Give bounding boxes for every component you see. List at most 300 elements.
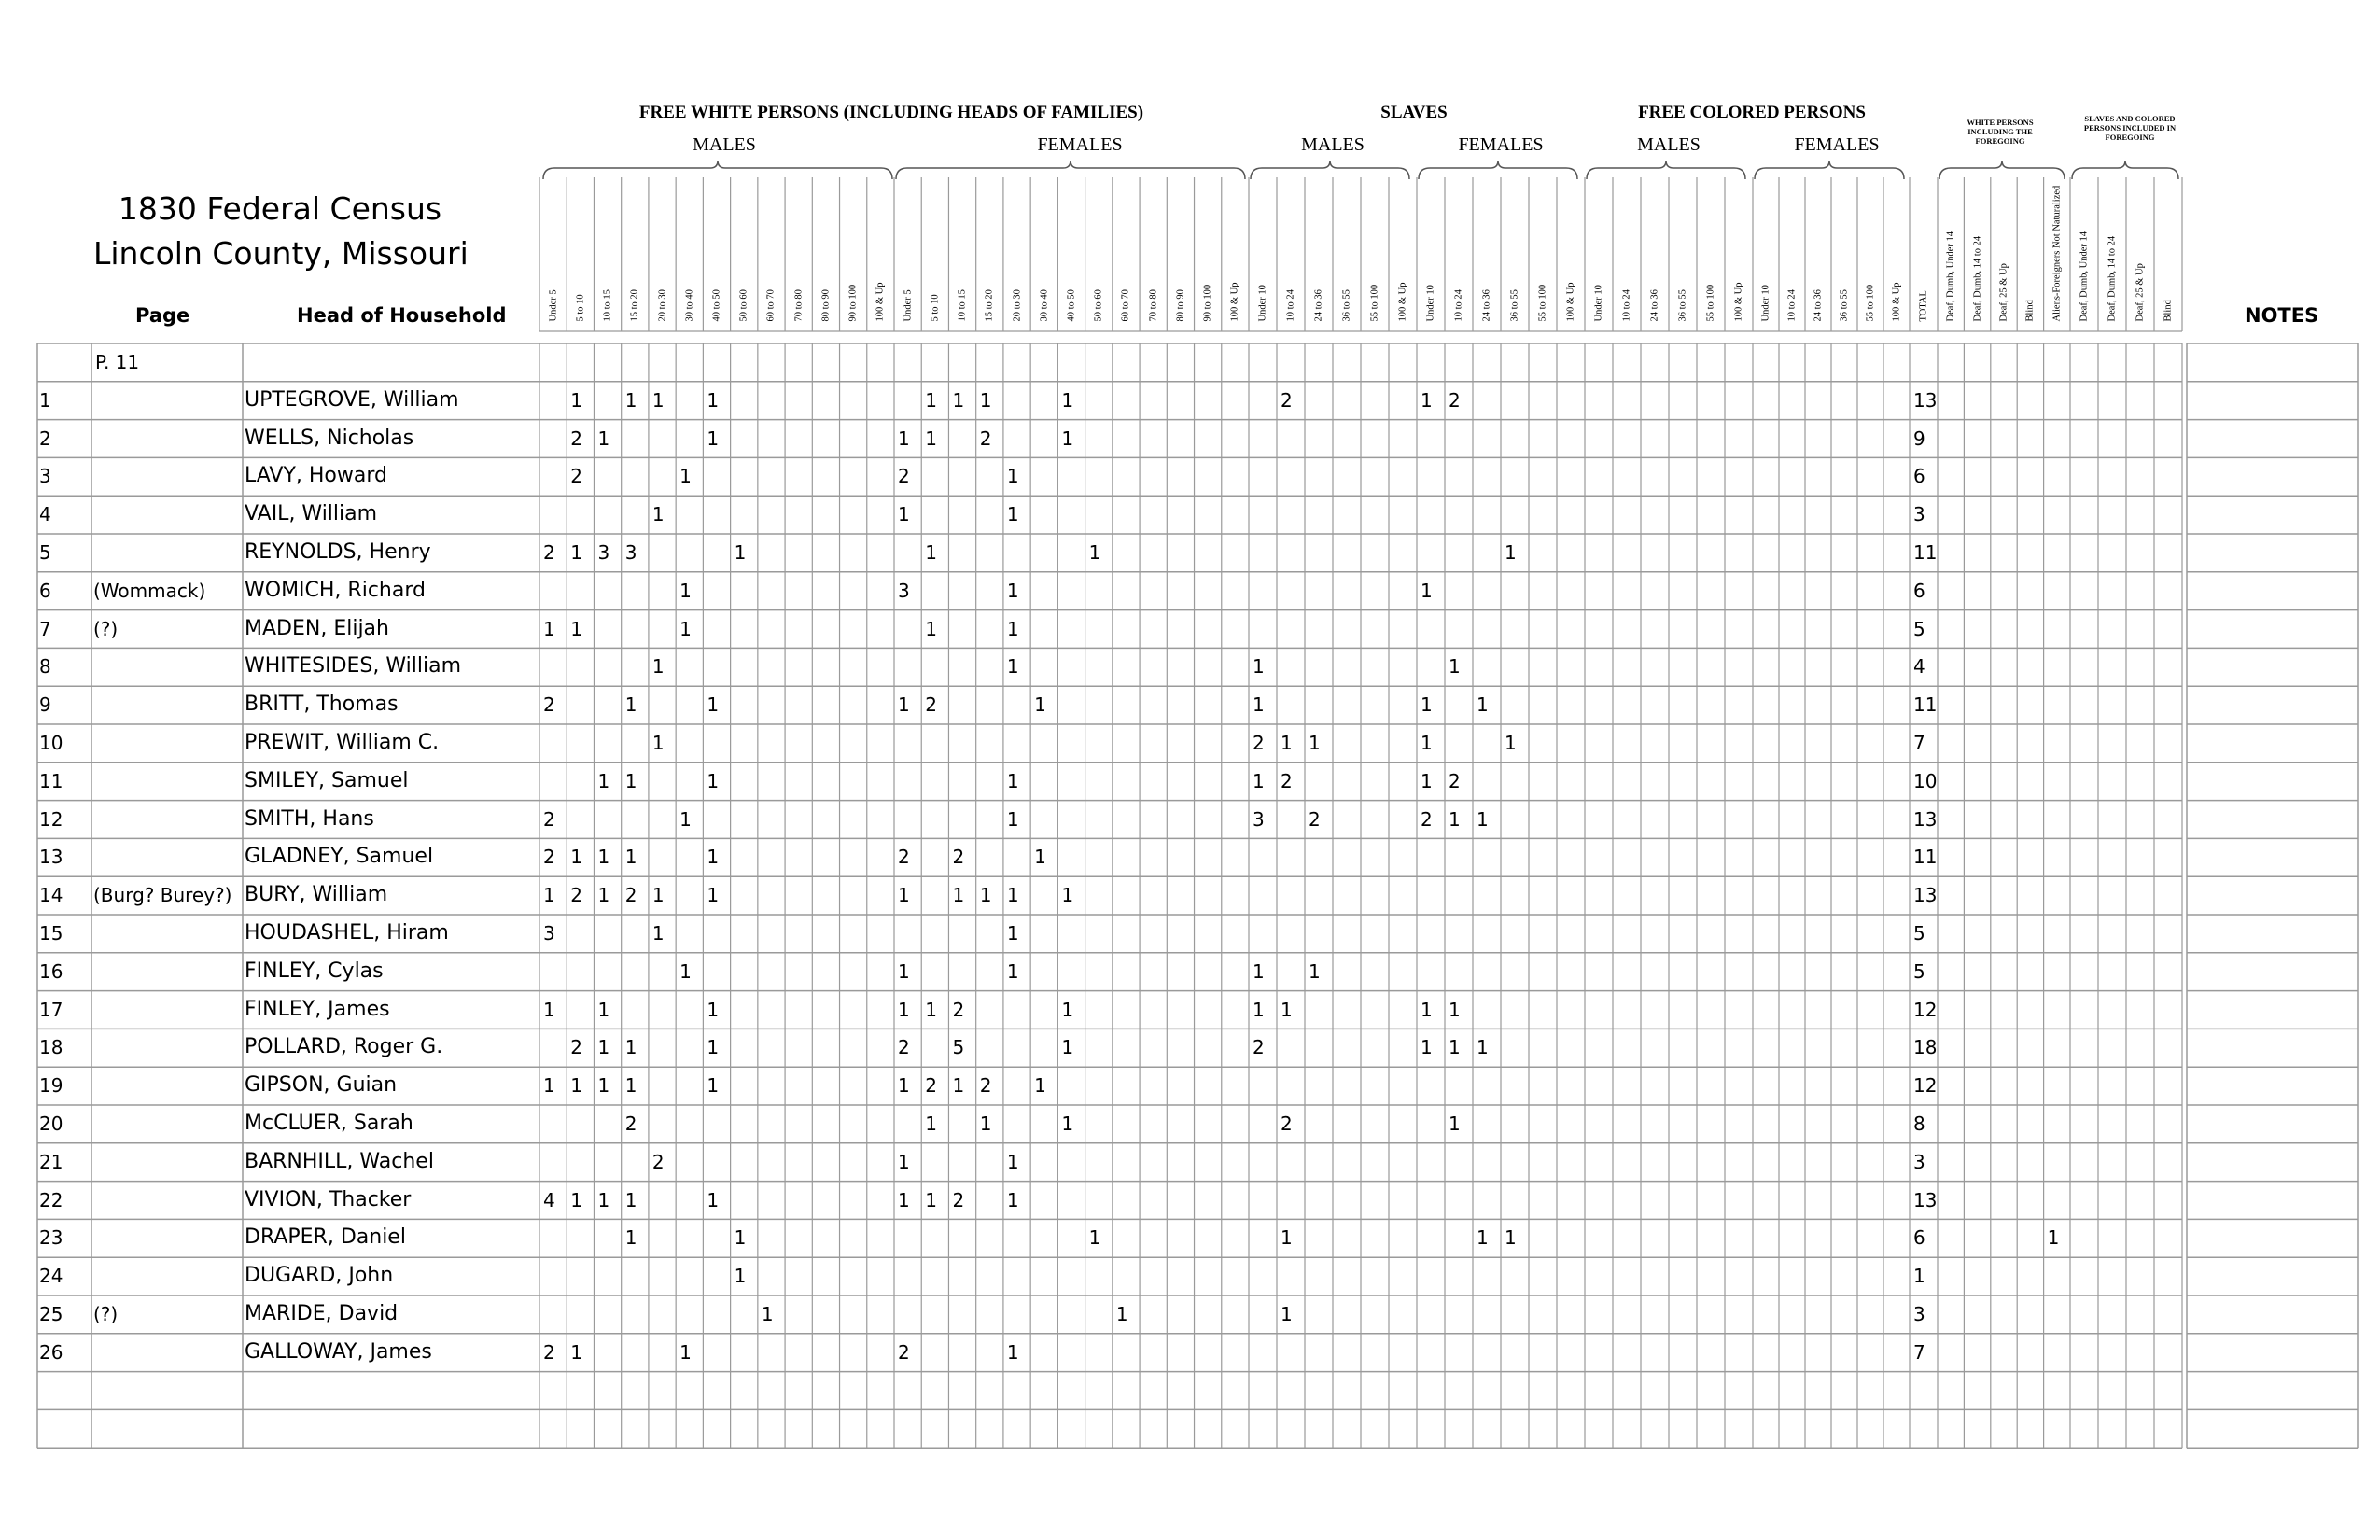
tally-value: 1 bbox=[952, 1074, 965, 1098]
tally-value: 1 bbox=[925, 427, 937, 450]
tally-value: 2 bbox=[1281, 1113, 1293, 1135]
tally-value: 1 bbox=[597, 846, 610, 869]
row-total: 6 bbox=[1913, 465, 1925, 488]
row-total: 5 bbox=[1913, 617, 1925, 640]
tally-value: 1 bbox=[1253, 655, 1265, 679]
row-total: 7 bbox=[1913, 732, 1925, 754]
tally-value: 2 bbox=[651, 1150, 665, 1173]
tally-value: 1 bbox=[651, 503, 665, 526]
head-of-household-name: VIVION, Thacker bbox=[245, 1187, 412, 1211]
column-header-label: 80 to 90 bbox=[1175, 289, 1186, 322]
column-header-label: 55 to 100 bbox=[1705, 284, 1716, 322]
row-number: 6 bbox=[39, 579, 51, 602]
page-reference: P. 11 bbox=[95, 351, 140, 373]
tally-value: 1 bbox=[624, 846, 637, 869]
row-number: 26 bbox=[39, 1340, 63, 1364]
head-of-household-name: BURY, William bbox=[245, 883, 388, 907]
tally-value: 1 bbox=[1006, 1150, 1019, 1173]
tally-value: 1 bbox=[1421, 732, 1433, 754]
tally-value: 2 bbox=[952, 846, 965, 869]
tally-value: 1 bbox=[1421, 998, 1433, 1021]
column-header-label: 30 to 40 bbox=[684, 289, 695, 322]
column-header-label: 36 to 55 bbox=[1509, 289, 1520, 322]
tally-value: 1 bbox=[1088, 1226, 1101, 1250]
tally-value: 1 bbox=[1505, 1226, 1517, 1250]
tally-value: 1 bbox=[1006, 807, 1019, 831]
row-total: 6 bbox=[1913, 579, 1925, 602]
tally-value: 1 bbox=[651, 655, 665, 679]
column-header-label: 10 to 15 bbox=[957, 289, 968, 322]
row-number: 13 bbox=[39, 846, 63, 869]
head-of-household-name: SMITH, Hans bbox=[245, 806, 374, 831]
tally-value: 1 bbox=[624, 1036, 637, 1059]
row-total: 12 bbox=[1913, 998, 1938, 1021]
column-header-label: 30 to 40 bbox=[1039, 289, 1050, 322]
row-number: 19 bbox=[39, 1074, 63, 1098]
row-number: 12 bbox=[39, 807, 63, 831]
column-header-label: 90 to 100 bbox=[847, 284, 859, 322]
tally-value: 1 bbox=[651, 884, 665, 907]
tally-value: 1 bbox=[651, 732, 665, 754]
head-of-household-name: SMILEY, Samuel bbox=[245, 768, 409, 792]
tally-value: 1 bbox=[979, 884, 992, 907]
tally-value: 2 bbox=[543, 1340, 555, 1364]
head-of-household-name: GIPSON, Guian bbox=[245, 1073, 398, 1098]
column-header-label: 60 to 70 bbox=[765, 289, 777, 322]
row-total: 9 bbox=[1913, 427, 1925, 450]
tally-value: 1 bbox=[707, 1036, 720, 1059]
tally-value: 1 bbox=[624, 1226, 637, 1250]
tally-value: 1 bbox=[1449, 998, 1461, 1021]
column-header-label: 70 to 80 bbox=[1148, 289, 1159, 322]
tally-value: 2 bbox=[1253, 1036, 1265, 1059]
tally-value: 1 bbox=[624, 388, 637, 412]
head-of-household-label: Head of Household bbox=[297, 304, 507, 327]
tally-value: 1 bbox=[543, 998, 555, 1021]
tally-value: 1 bbox=[898, 503, 910, 526]
head-of-household-name: McCLUER, Sarah bbox=[245, 1112, 413, 1135]
tally-value: 2 bbox=[1281, 388, 1293, 412]
column-header-label: 55 to 100 bbox=[1537, 284, 1548, 322]
tally-value: 1 bbox=[1449, 655, 1461, 679]
tally-value: 1 bbox=[1281, 1226, 1293, 1250]
tally-value: 1 bbox=[624, 769, 637, 792]
column-header-label: 20 to 30 bbox=[1012, 289, 1023, 322]
column-header-label: 24 to 36 bbox=[1649, 289, 1660, 322]
row-total: 13 bbox=[1913, 884, 1938, 907]
tally-value: 1 bbox=[1006, 1340, 1019, 1364]
free-colored-males-brace bbox=[1587, 161, 1745, 179]
tally-value: 1 bbox=[624, 693, 637, 717]
tally-value: 1 bbox=[1061, 884, 1074, 907]
row-number: 24 bbox=[39, 1265, 63, 1288]
tally-value: 1 bbox=[570, 1188, 582, 1211]
tally-value: 1 bbox=[597, 1074, 610, 1098]
tally-value: 2 bbox=[898, 1036, 910, 1059]
tally-value: 1 bbox=[707, 693, 720, 717]
tally-value: 4 bbox=[543, 1188, 555, 1211]
tally-value: 1 bbox=[1309, 959, 1321, 983]
column-header-label: Deaf, 25 & Up bbox=[2135, 263, 2146, 322]
column-header-label: 40 to 50 bbox=[711, 289, 722, 322]
column-header-label: Under 10 bbox=[1425, 285, 1436, 322]
tally-value: 1 bbox=[898, 1074, 910, 1098]
tally-value: 1 bbox=[707, 769, 720, 792]
row-number: 15 bbox=[39, 922, 63, 945]
tally-value: 1 bbox=[898, 427, 910, 450]
tally-value: 2 bbox=[570, 1036, 582, 1059]
tally-value: 2 bbox=[1449, 388, 1461, 412]
tally-value: 1 bbox=[1088, 541, 1101, 564]
column-header-label: 5 to 10 bbox=[575, 294, 586, 322]
tally-value: 1 bbox=[1421, 769, 1433, 792]
head-of-household-name: PREWIT, William C. bbox=[245, 731, 440, 754]
tally-value: 1 bbox=[898, 884, 910, 907]
tally-value: 1 bbox=[925, 388, 937, 412]
column-header-label: 20 to 30 bbox=[657, 289, 668, 322]
tally-value: 1 bbox=[1449, 1036, 1461, 1059]
row-total: 13 bbox=[1913, 807, 1938, 831]
tally-value: 1 bbox=[1281, 998, 1293, 1021]
tally-value: 1 bbox=[925, 1188, 937, 1211]
row-number: 8 bbox=[39, 655, 51, 679]
row-number: 14 bbox=[39, 884, 63, 907]
free-colored-females-heading: FEMALES bbox=[1794, 134, 1880, 155]
tally-value: 2 bbox=[898, 1340, 910, 1364]
tally-value: 1 bbox=[1477, 693, 1489, 717]
tally-value: 1 bbox=[679, 807, 692, 831]
free-white-males-heading: MALES bbox=[693, 134, 756, 155]
column-header-label: 70 to 80 bbox=[793, 289, 805, 322]
tally-value: 1 bbox=[1006, 1188, 1019, 1211]
head-of-household-name: BARNHILL, Wachel bbox=[245, 1149, 434, 1173]
tally-value: 1 bbox=[543, 617, 555, 640]
row-total: 18 bbox=[1913, 1036, 1938, 1059]
tally-value: 1 bbox=[898, 959, 910, 983]
tally-value: 2 bbox=[1309, 807, 1321, 831]
tally-value: 2 bbox=[952, 1188, 965, 1211]
slaves-females-heading: FEMALES bbox=[1458, 134, 1544, 155]
tally-value: 1 bbox=[570, 846, 582, 869]
column-header-label: Blind bbox=[2163, 300, 2174, 322]
tally-value: 1 bbox=[1449, 1113, 1461, 1135]
column-header-label: 5 to 10 bbox=[930, 294, 941, 322]
tally-value: 1 bbox=[1006, 884, 1019, 907]
tally-value: 1 bbox=[570, 617, 582, 640]
free-white-females-brace bbox=[896, 161, 1245, 179]
column-header-label: Blind bbox=[2024, 300, 2036, 322]
tally-value: 1 bbox=[597, 427, 610, 450]
white-included-brace bbox=[1939, 161, 2065, 179]
tally-value: 2 bbox=[1421, 807, 1433, 831]
tally-value: 1 bbox=[1253, 998, 1265, 1021]
tally-value: 1 bbox=[1309, 732, 1321, 754]
row-total: 5 bbox=[1913, 922, 1925, 945]
tally-value: 1 bbox=[1421, 693, 1433, 717]
row-total: 8 bbox=[1913, 1113, 1925, 1135]
tally-value: 1 bbox=[1006, 655, 1019, 679]
tally-value: 1 bbox=[898, 998, 910, 1021]
tally-value: 1 bbox=[925, 541, 937, 564]
column-header-label: 10 to 15 bbox=[602, 289, 613, 322]
tally-value: 1 bbox=[925, 1113, 937, 1135]
row-total: 7 bbox=[1913, 1340, 1925, 1364]
slaves-females-brace bbox=[1419, 161, 1577, 179]
column-header-label: Aliens-Foreigners Not Naturalized bbox=[2051, 185, 2063, 322]
tally-value: 1 bbox=[1477, 807, 1489, 831]
column-header-label: 60 to 70 bbox=[1120, 289, 1131, 322]
tally-value: 1 bbox=[734, 1265, 747, 1288]
tally-value: 1 bbox=[570, 541, 582, 564]
head-of-household-name: GALLOWAY, James bbox=[245, 1339, 432, 1364]
tally-value: 1 bbox=[707, 427, 720, 450]
tally-value: 1 bbox=[1253, 769, 1265, 792]
tally-value: 1 bbox=[1061, 998, 1074, 1021]
tally-value: 1 bbox=[734, 1226, 747, 1250]
row-number: 5 bbox=[39, 541, 51, 564]
column-header-label: 10 to 24 bbox=[1453, 289, 1464, 322]
tally-value: 1 bbox=[1061, 427, 1074, 450]
tally-value: 1 bbox=[679, 1340, 692, 1364]
tally-value: 1 bbox=[707, 998, 720, 1021]
head-of-household-name: MADEN, Elijah bbox=[245, 616, 389, 640]
column-header-label: 90 to 100 bbox=[1202, 284, 1213, 322]
column-header-label: Deaf, Dumb, Under 14 bbox=[1945, 231, 1956, 322]
head-of-household-name: WELLS, Nicholas bbox=[245, 426, 414, 450]
tally-value: 2 bbox=[543, 541, 555, 564]
tally-value: 1 bbox=[1034, 693, 1046, 717]
tally-value: 1 bbox=[651, 922, 665, 945]
column-header-label: 36 to 55 bbox=[1839, 289, 1850, 322]
head-of-household-name: BRITT, Thomas bbox=[245, 693, 399, 717]
column-header-label: Under 10 bbox=[1257, 285, 1268, 322]
head-of-household-name: WHITESIDES, William bbox=[245, 654, 461, 679]
head-of-household-name: DUGARD, John bbox=[245, 1264, 394, 1288]
tally-value: 1 bbox=[1061, 1113, 1074, 1135]
free-white-males-brace bbox=[543, 161, 892, 179]
tally-value: 1 bbox=[1421, 388, 1433, 412]
row-note: (?) bbox=[93, 617, 119, 640]
row-total: 12 bbox=[1913, 1074, 1938, 1098]
column-header-label: 36 to 55 bbox=[1677, 289, 1688, 322]
tally-value: 2 bbox=[979, 1074, 992, 1098]
head-of-household-name: POLLARD, Roger G. bbox=[245, 1035, 443, 1059]
tally-value: 1 bbox=[1006, 465, 1019, 488]
row-number: 18 bbox=[39, 1036, 63, 1059]
slaves-heading: SLAVES bbox=[1380, 103, 1448, 122]
tally-value: 1 bbox=[734, 541, 747, 564]
free-white-persons-heading: FREE WHITE PERSONS (INCLUDING HEADS OF FAMILIES) bbox=[638, 103, 1144, 122]
tally-value: 1 bbox=[707, 884, 720, 907]
row-number: 9 bbox=[39, 693, 51, 717]
column-header-label: Under 10 bbox=[1593, 285, 1604, 322]
column-header-label: Under 5 bbox=[903, 289, 914, 322]
tally-value: 2 bbox=[952, 998, 965, 1021]
row-total: 1 bbox=[1913, 1265, 1925, 1288]
head-of-household-name: DRAPER, Daniel bbox=[245, 1225, 406, 1250]
row-total: 3 bbox=[1913, 1150, 1925, 1173]
free-white-females-heading: FEMALES bbox=[1037, 134, 1123, 155]
row-note: (Wommack) bbox=[93, 579, 206, 602]
column-header-label: 50 to 60 bbox=[738, 289, 749, 322]
tally-value: 2 bbox=[979, 427, 992, 450]
tally-value: 1 bbox=[1477, 1226, 1489, 1250]
column-header-label: 15 to 20 bbox=[984, 289, 995, 322]
tally-value: 1 bbox=[679, 959, 692, 983]
head-of-household-name: LAVY, Howard bbox=[245, 464, 387, 488]
notes-label: NOTES bbox=[2245, 304, 2319, 327]
slaves-males-brace bbox=[1251, 161, 1409, 179]
tally-value: 1 bbox=[898, 1150, 910, 1173]
row-total: 13 bbox=[1913, 1188, 1938, 1211]
row-total: 3 bbox=[1913, 1303, 1925, 1325]
tally-value: 3 bbox=[597, 541, 610, 564]
column-header-label: 100 & Up bbox=[1733, 282, 1744, 322]
tally-value: 2 bbox=[543, 807, 555, 831]
tally-value: 1 bbox=[1034, 846, 1046, 869]
row-total: 11 bbox=[1913, 846, 1938, 869]
tally-value: 1 bbox=[1421, 1036, 1433, 1059]
tally-value: 2 bbox=[925, 1074, 937, 1098]
tally-value: 1 bbox=[543, 884, 555, 907]
row-number: 17 bbox=[39, 998, 63, 1021]
row-number: 1 bbox=[39, 388, 51, 412]
row-number: 23 bbox=[39, 1226, 63, 1250]
row-total: 11 bbox=[1913, 541, 1938, 564]
tally-value: 1 bbox=[952, 884, 965, 907]
tally-value: 2 bbox=[570, 465, 582, 488]
tally-value: 1 bbox=[761, 1303, 774, 1325]
row-total: 5 bbox=[1913, 959, 1925, 983]
tally-value: 2 bbox=[1449, 769, 1461, 792]
column-header-label: Deaf, Dumb, 14 to 24 bbox=[2107, 235, 2118, 322]
column-header-label: 15 to 20 bbox=[629, 289, 640, 322]
tally-value: 1 bbox=[925, 998, 937, 1021]
tally-value: 1 bbox=[1281, 732, 1293, 754]
tally-value: 1 bbox=[597, 1036, 610, 1059]
column-header-label: 100 & Up bbox=[1397, 282, 1408, 322]
tally-value: 1 bbox=[925, 617, 937, 640]
row-number: 25 bbox=[39, 1303, 63, 1325]
row-number: 4 bbox=[39, 503, 51, 526]
column-header-label: 10 to 24 bbox=[1285, 289, 1296, 322]
column-header-label: 40 to 50 bbox=[1066, 289, 1077, 322]
tally-value: 2 bbox=[1253, 732, 1265, 754]
column-header-label: Deaf, 25 & Up bbox=[1998, 263, 2009, 322]
tally-value: 1 bbox=[952, 388, 965, 412]
tally-value: 1 bbox=[1006, 617, 1019, 640]
tally-value: 1 bbox=[707, 388, 720, 412]
row-number: 2 bbox=[39, 427, 51, 450]
tally-value: 1 bbox=[1449, 807, 1461, 831]
tally-value: 2 bbox=[624, 1113, 637, 1135]
row-number: 11 bbox=[39, 769, 63, 792]
tally-value: 1 bbox=[707, 1074, 720, 1098]
column-header-label: 100 & Up bbox=[875, 282, 886, 322]
tally-value: 1 bbox=[1006, 959, 1019, 983]
column-header-label: 55 to 100 bbox=[1369, 284, 1380, 322]
column-header-label: Under 10 bbox=[1760, 285, 1771, 322]
column-header-label: Deaf, Dumb, Under 14 bbox=[2079, 231, 2090, 322]
column-header-label: 80 to 90 bbox=[820, 289, 832, 322]
tally-value: 2 bbox=[570, 884, 582, 907]
tally-value: 1 bbox=[597, 1188, 610, 1211]
tally-value: 1 bbox=[1477, 1036, 1489, 1059]
title-line-1: 1830 Federal Census bbox=[118, 190, 442, 227]
row-number: 7 bbox=[39, 617, 51, 640]
tally-value: 1 bbox=[979, 1113, 992, 1135]
row-number: 22 bbox=[39, 1188, 63, 1211]
head-of-household-name: FINLEY, Cylas bbox=[245, 959, 384, 983]
column-header-label: 50 to 60 bbox=[1093, 289, 1104, 322]
tally-value: 1 bbox=[1253, 693, 1265, 717]
tally-value: 2 bbox=[543, 693, 555, 717]
tally-value: 3 bbox=[543, 922, 555, 945]
column-header-label: 24 to 36 bbox=[1313, 289, 1324, 322]
row-number: 16 bbox=[39, 959, 63, 983]
column-header-label: 55 to 100 bbox=[1865, 284, 1876, 322]
page-column-label: Page bbox=[135, 304, 190, 327]
slaves-colored-included-brace bbox=[2072, 161, 2178, 179]
tally-value: 2 bbox=[570, 427, 582, 450]
row-total: 11 bbox=[1913, 693, 1938, 717]
head-of-household-name: HOUDASHEL, Hiram bbox=[245, 921, 449, 945]
column-header-label: TOTAL bbox=[1918, 290, 1929, 322]
row-note: (?) bbox=[93, 1303, 119, 1325]
tally-value: 1 bbox=[597, 998, 610, 1021]
tally-value: 3 bbox=[898, 579, 910, 602]
tally-value: 1 bbox=[1006, 922, 1019, 945]
tally-value: 1 bbox=[543, 1074, 555, 1098]
column-header-label: 100 & Up bbox=[1229, 282, 1240, 322]
tally-value: 1 bbox=[707, 1188, 720, 1211]
tally-value: 1 bbox=[1006, 769, 1019, 792]
tally-value: 1 bbox=[1006, 579, 1019, 602]
tally-value: 1 bbox=[679, 579, 692, 602]
row-number: 3 bbox=[39, 465, 51, 488]
title-line-2: Lincoln County, Missouri bbox=[93, 235, 469, 272]
free-colored-males-heading: MALES bbox=[1637, 134, 1701, 155]
tally-value: 1 bbox=[1505, 732, 1517, 754]
tally-value: 1 bbox=[570, 388, 582, 412]
row-total: 6 bbox=[1913, 1226, 1925, 1250]
tally-value: 1 bbox=[624, 1188, 637, 1211]
column-header-label: 10 to 24 bbox=[1621, 289, 1632, 322]
tally-value: 1 bbox=[679, 465, 692, 488]
slaves-colored-included-heading: SLAVES AND COLORED PERSONS INCLUDED IN FOREGOING bbox=[2083, 114, 2177, 142]
tally-value: 1 bbox=[679, 617, 692, 640]
column-header-label: 10 to 24 bbox=[1786, 289, 1798, 322]
tally-value: 2 bbox=[624, 884, 637, 907]
head-of-household-name: VAIL, William bbox=[245, 502, 378, 526]
tally-value: 1 bbox=[1281, 1303, 1293, 1325]
tally-value: 2 bbox=[898, 846, 910, 869]
column-header-label: 36 to 55 bbox=[1341, 289, 1352, 322]
tally-value: 2 bbox=[543, 846, 555, 869]
tally-value: 3 bbox=[1253, 807, 1265, 831]
column-header-label: 100 & Up bbox=[1891, 282, 1902, 322]
tally-value: 1 bbox=[1421, 579, 1433, 602]
tally-value: 2 bbox=[898, 465, 910, 488]
slaves-males-heading: MALES bbox=[1301, 134, 1365, 155]
tally-value: 1 bbox=[1006, 503, 1019, 526]
column-header-label: Under 5 bbox=[548, 289, 559, 322]
tally-value: 2 bbox=[925, 693, 937, 717]
tally-value: 1 bbox=[898, 1188, 910, 1211]
row-total: 10 bbox=[1913, 769, 1938, 792]
row-number: 21 bbox=[39, 1150, 63, 1173]
row-total: 3 bbox=[1913, 503, 1925, 526]
